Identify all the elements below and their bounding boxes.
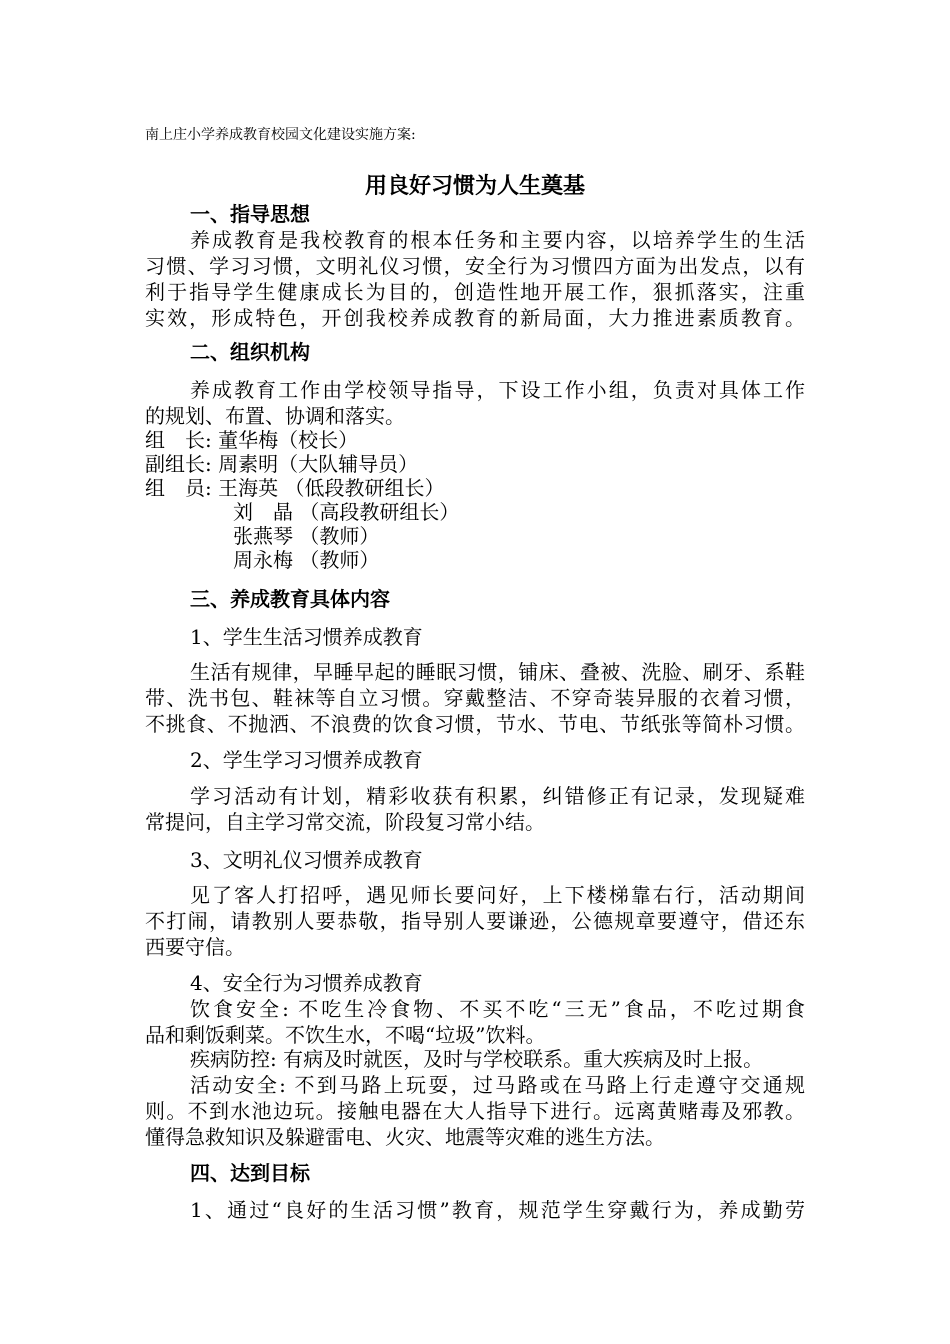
- paragraph-line: 疾病防控: 有病及时就医，及时与学校联系。重大疾病及时上报。: [190, 1047, 764, 1071]
- paragraph-line: 习惯、学习习惯，文明礼仪习惯，安全行为习惯四方面为出发点，以有: [145, 254, 805, 278]
- section-heading-organization: 二、组织机构: [190, 340, 310, 364]
- org-member: 周永梅 （教师）: [233, 548, 380, 572]
- paragraph-line: 1、通过“良好的生活习惯”教育，规范学生穿戴行为，养成勤劳: [190, 1198, 805, 1222]
- subsection-title-study-habits: 2、学生学习习惯养成教育: [190, 748, 423, 772]
- paragraph-line: 品和剩饭剩菜。不饮生水，不喝“垃圾”饮料。: [145, 1023, 546, 1047]
- paragraph-line: 生活有规律，早睡早起的睡眠习惯，铺床、叠被、洗脸、刷牙、系鞋: [190, 660, 805, 684]
- paragraph-line: 常提问，自主学习常交流，阶段复习常小结。: [145, 810, 545, 834]
- paragraph-line: 饮食安全: 不吃生冷食物、不买不吃“三无”食品，不吃过期食: [190, 997, 805, 1021]
- paragraph-line: 懂得急救知识及躲避雷电、火灾、地震等灾难的逃生方法。: [145, 1125, 665, 1149]
- paragraph-line: 的规划、布置、协调和落实。: [145, 404, 405, 428]
- paragraph-line: 养成教育工作由学校领导指导，下设工作小组，负责对具体工作: [190, 378, 805, 402]
- section-heading-goals: 四、达到目标: [190, 1161, 310, 1185]
- paragraph-line: 带、洗书包、鞋袜等自立习惯。穿戴整洁、不穿奇装异服的衣着习惯，: [145, 686, 805, 710]
- paragraph-line: 学习活动有计划，精彩收获有积累，纠错修正有记录，发现疑难: [190, 784, 805, 808]
- org-leader: 组 长: 董华梅（校长）: [145, 428, 359, 452]
- paragraph-line: 活动安全: 不到马路上玩耍，过马路或在马路上行走遵守交通规: [190, 1073, 805, 1097]
- paragraph-line: 西要守信。: [145, 935, 245, 959]
- paragraph-line: 利于指导学生健康成长为目的，创造性地开展工作，狠抓落实，注重: [145, 280, 805, 304]
- paragraph-line: 则。不到水池边玩。接触电器在大人指导下进行。远离黄赌毒及邪教。: [145, 1099, 805, 1123]
- section-heading-guiding-ideology: 一、指导思想: [190, 202, 310, 226]
- paragraph-line: 不打闹，请教别人要恭敬，指导别人要谦逊，公德规章要遵守，借还东: [145, 909, 805, 933]
- header-note: 南上庄小学养成教育校园文化建设实施方案:: [145, 127, 416, 143]
- subsection-title-living-habits: 1、学生生活习惯养成教育: [190, 625, 423, 649]
- paragraph-line: 养成教育是我校教育的根本任务和主要内容，以培养学生的生活: [190, 228, 805, 252]
- org-deputy-leader: 副组长: 周素明（大队辅导员）: [145, 452, 419, 476]
- subsection-title-safety-habits: 4、安全行为习惯养成教育: [190, 971, 423, 995]
- subsection-title-etiquette-habits: 3、文明礼仪习惯养成教育: [190, 848, 423, 872]
- org-members-label: 组 员: 王海英 （低段教研组长）: [145, 476, 445, 500]
- section-heading-content: 三、养成教育具体内容: [190, 587, 390, 611]
- paragraph-line: 见了客人打招呼，遇见师长要问好，上下楼梯靠右行，活动期间: [190, 883, 805, 907]
- paragraph-line: 不挑食、不抛洒、不浪费的饮食习惯，节水、节电、节纸张等简朴习惯。: [145, 712, 805, 736]
- document-title: 用良好习惯为人生奠基: [364, 174, 585, 199]
- org-member: 张燕琴 （教师）: [233, 524, 380, 548]
- org-member: 刘 晶 （高段教研组长）: [233, 500, 460, 524]
- paragraph-line: 实效，形成特色，开创我校养成教育的新局面，大力推进素质教育。: [145, 306, 805, 330]
